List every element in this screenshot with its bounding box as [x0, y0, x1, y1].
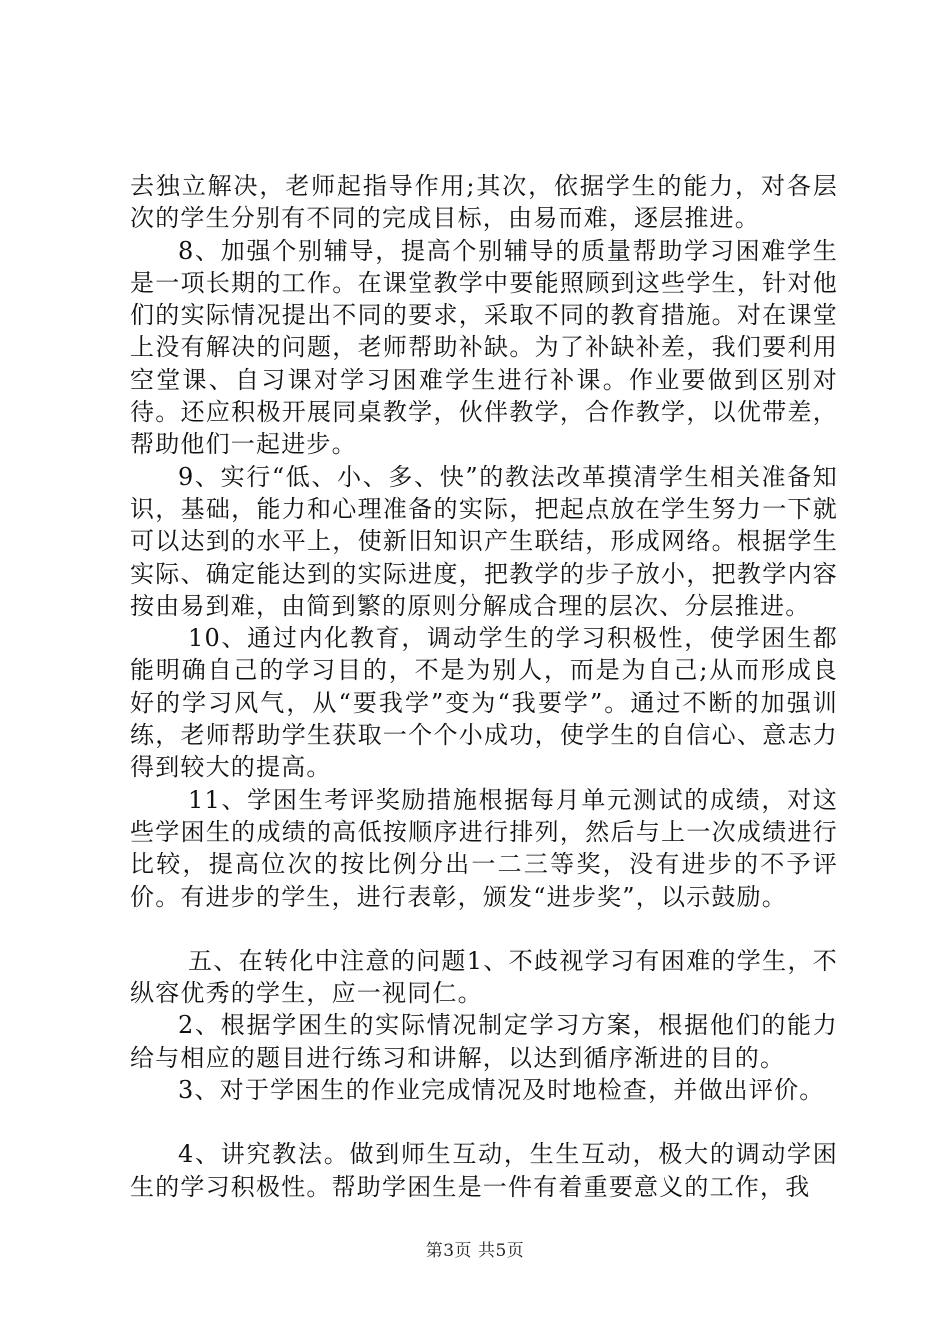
paragraph-item-11: 11、学困生考评奖励措施根据每月单元测试的成绩，对这些学困生的成绩的高低按顺序进行排列，然后与上一次成绩进行比较，提高位次的按比例分出一二三等奖，没有进步的不予评价。有进步的学生，进行表彰，颁发“进步奖”，以示鼓励。 — [130, 785, 838, 911]
paragraph-section-five-item-3: 3、对于学困生的作业完成情况及时地检查，并做出评价。 — [178, 1076, 825, 1105]
page-number-footer: 第3页 共5页 — [425, 1241, 525, 1261]
section-five-heading: 五、在转化中注意的问题1、不歧视学习有困难的学生，不纵容优秀的学生，应一视同仁。 — [130, 946, 838, 1008]
paragraph-section-five-item-2: 2、根据学困生的实际情况制定学习方案，根据他们的能力给与相应的题目进行练习和讲解，以达到循序渐进的目的。 — [130, 1011, 838, 1072]
paragraph-continuation: 去独立解决，老师起指导作用;其次，依据学生的能力，对各层次的学生分别有不同的完成目标，由易而难，逐层推进。 — [130, 172, 838, 233]
paragraph-item-8: 8、加强个别辅导，提高个别辅导的质量帮助学习困难学生是一项长期的工作。在课堂教学中要能照顾到这些学生，针对他们的实际情况提出不同的要求，采取不同的教育措施。对在课堂上没有解决的问题，老师帮助补缺。为了补缺补差，我们要利用空堂课、自习课对学习困难学生进行补课。作业要做到区别对待。还应积极开展同桌教学，伙伴教学，合作教学，以优带差，帮助他们一起进步。 — [130, 236, 838, 459]
paragraph-item-10: 10、通过内化教育，调动学生的学习积极性，使学困生都能明确自己的学习目的，不是为别人，而是为自己;从而形成良好的学习风气，从“要我学”变为“我要学”。通过不断的加强训练，老师帮助学生获取一个个小成功，使学生的自信心、意志力得到较大的提高。 — [130, 624, 838, 782]
paragraph-section-five-item-4: 4、讲究教法。做到师生互动，生生互动，极大的调动学困生的学习积极性。帮助学困生是一件有着重要意义的工作，我 — [130, 1140, 838, 1201]
document-body — [130, 170, 838, 1203]
paragraph-item-9: 9、实行“低、小、多、快”的教法改革摸清学生相关准备知识，基础，能力和心理准备的实际，把起点放在学生努力一下就可以达到的水平上，使新旧知识产生联结，形成网络。根据学生实际、确定能达到的实际进度，把教学的步子放小，把教学内容按由易到难，由简到繁的原则分解成合理的层次、分层推进。 — [130, 462, 838, 620]
